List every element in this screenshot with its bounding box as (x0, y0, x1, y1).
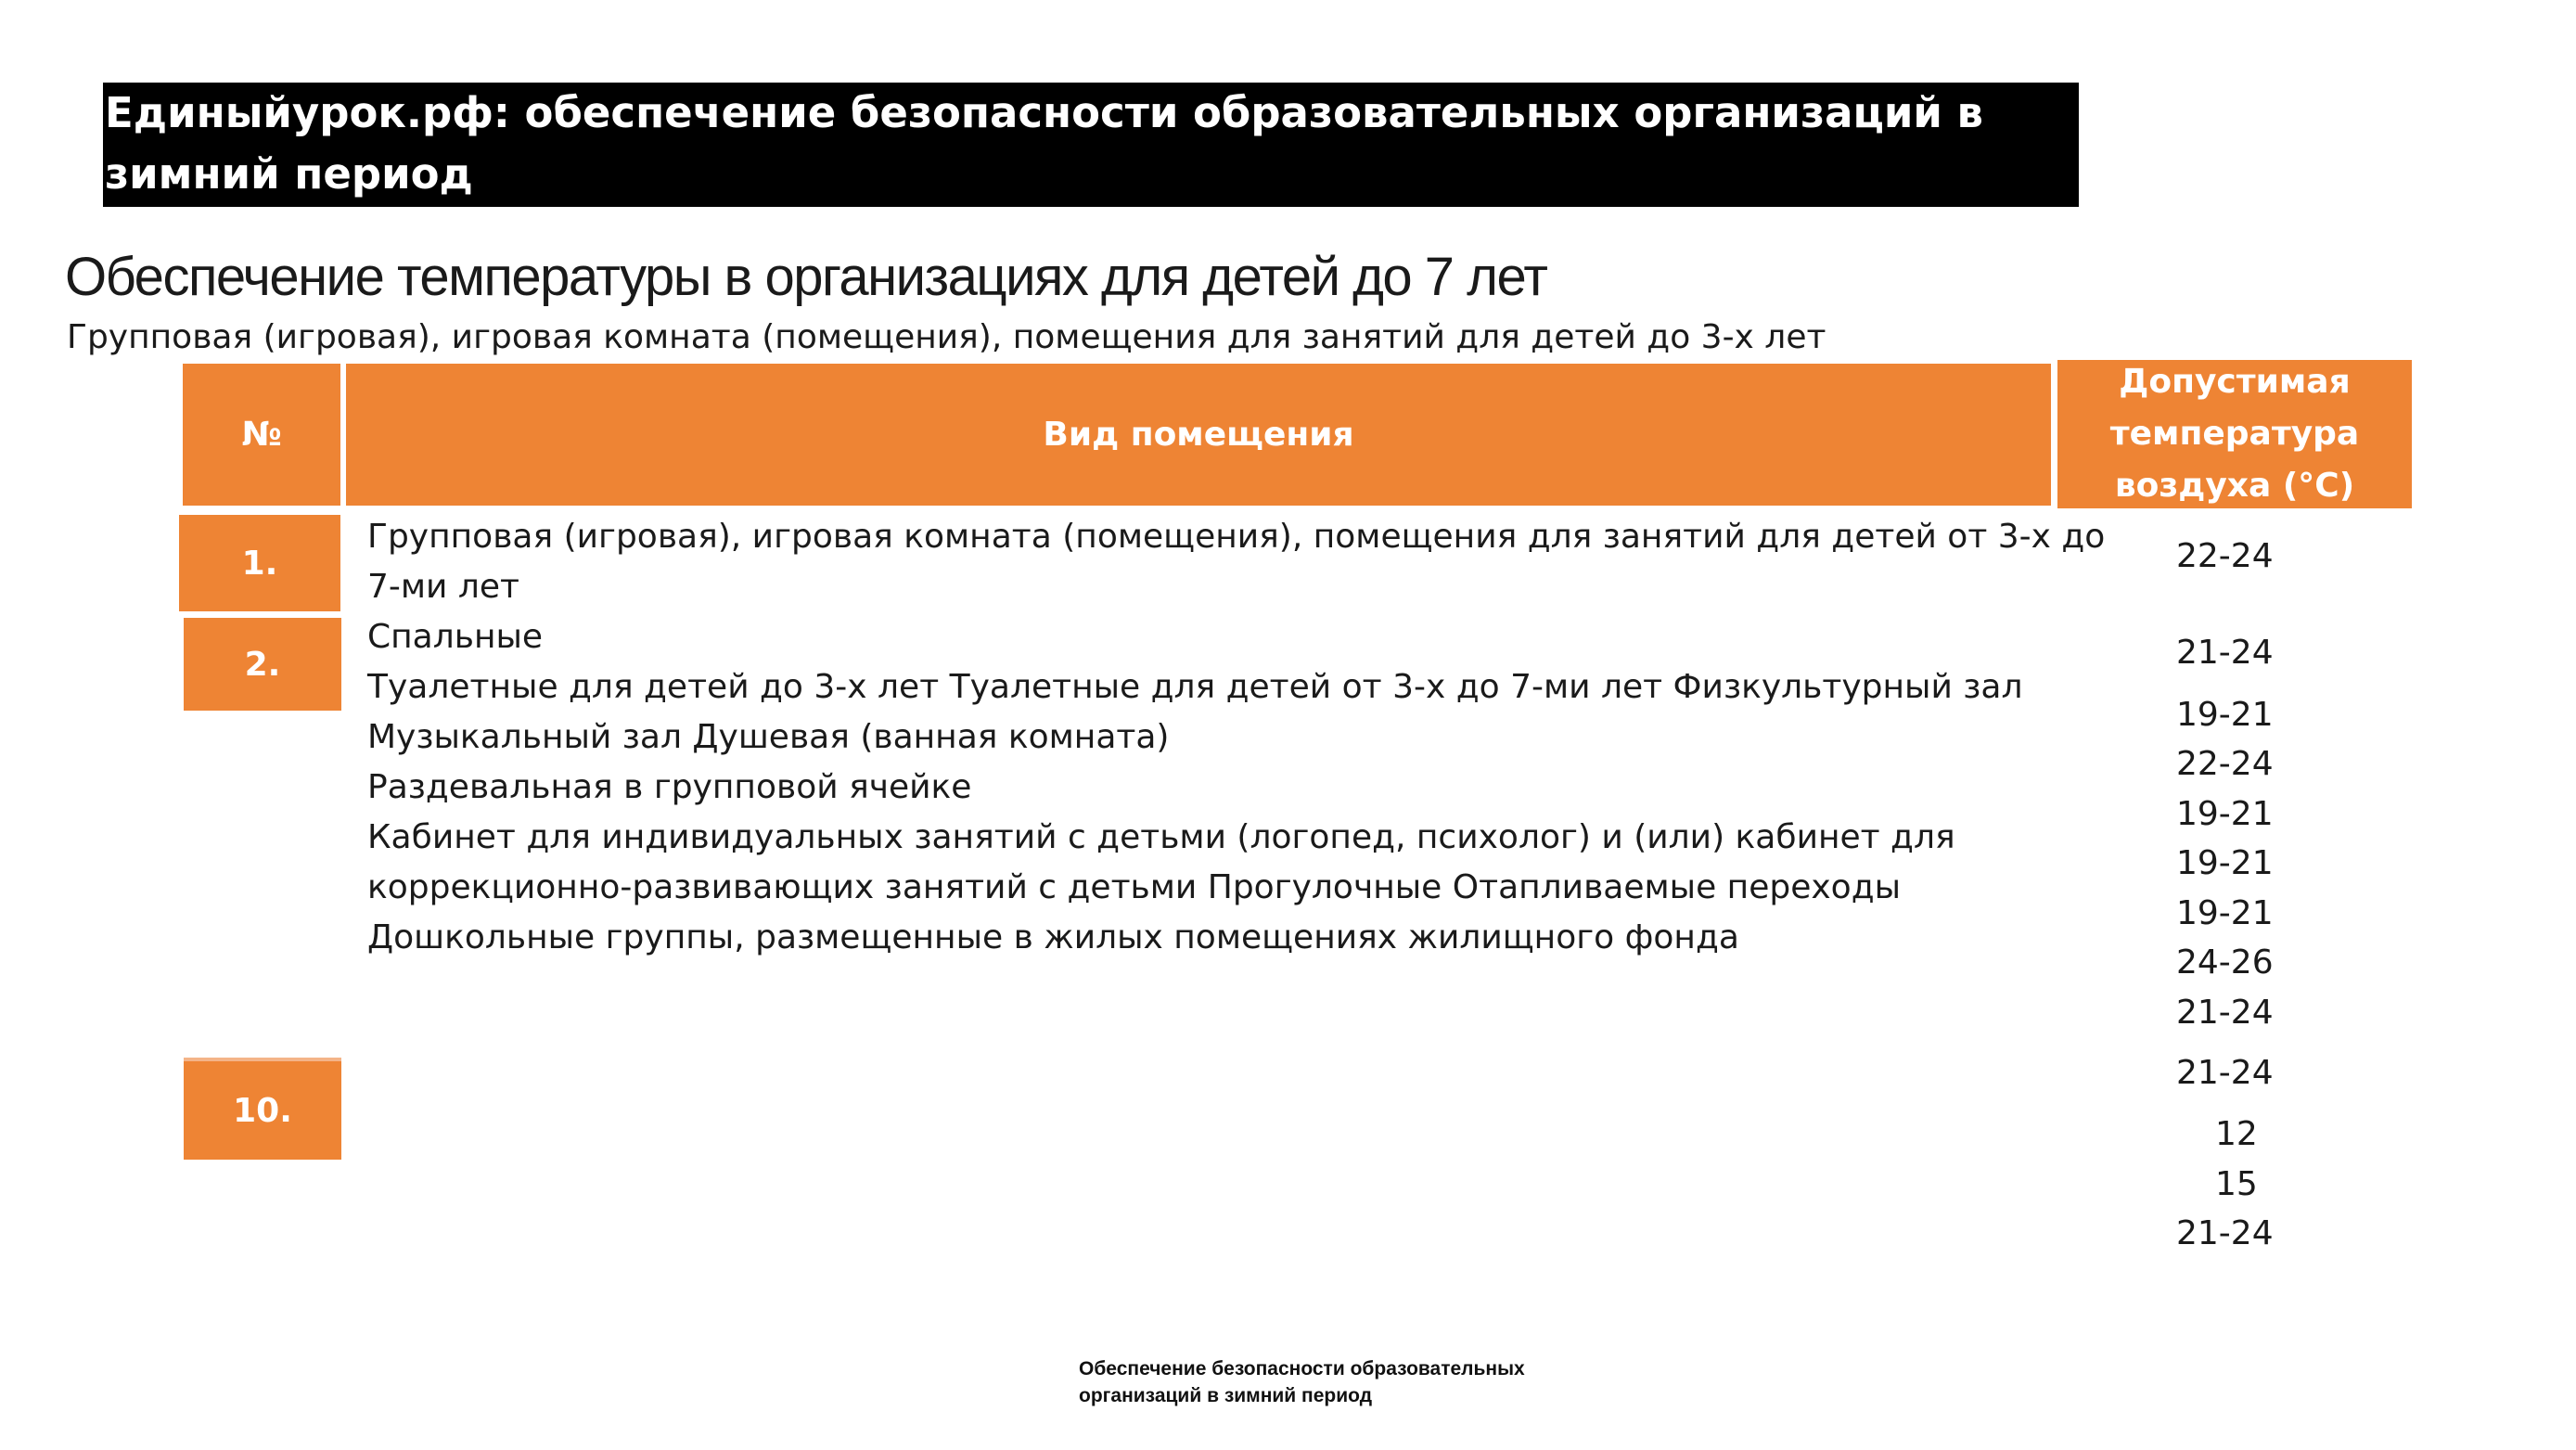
temperature-value: 15 (2215, 1165, 2258, 1203)
temperature-value: 21-24 (2176, 1214, 2274, 1252)
room-line: Музыкальный зал Душевая (ванная комната) (367, 718, 1170, 756)
room-types-list (367, 512, 2106, 963)
footer-line-1: Обеспечение безопасности образовательных (1079, 1358, 1525, 1379)
header-temperature (2057, 360, 2412, 508)
temperature-value: 19-21 (2176, 844, 2274, 882)
page-title: Обеспечение температуры в организациях для детей до 7 лет (65, 247, 1547, 307)
temperature-value: 19-21 (2176, 894, 2274, 932)
temperature-value: 21-24 (2176, 994, 2274, 1032)
room-line: Спальные (367, 618, 544, 656)
page-banner (103, 83, 2079, 207)
room-line: Туалетные для детей до 3-х лет Туалетные для детей от 3-х до 7-ми лет Физкультурный зал (367, 668, 2023, 706)
room-line: Дошкольные группы, размещенные в жилых помещениях жилищного фонда (367, 918, 1739, 956)
room-line: Кабинет для индивидуальных занятий с детьми (логопед, психолог) и (или) кабинет для (367, 818, 1955, 856)
temperature-value: 22-24 (2176, 745, 2274, 783)
room-line: Раздевальная в групповой ячейке (367, 768, 972, 806)
temperature-value: 12 (2215, 1115, 2258, 1153)
header-temperature-label: Допустимая температура воздуха (°С) (2109, 363, 2360, 505)
page-footer (1079, 1355, 1561, 1409)
header-room-type: Вид помещения (346, 364, 2051, 506)
footer-line-2: организаций в зимний период (1079, 1385, 1373, 1406)
page-subtitle: Групповая (игровая), игровая комната (помещения), помещения для занятий для детей до 3-х лет (67, 318, 1826, 356)
row-number-2: 2. (184, 618, 341, 711)
temperature-value: 24-26 (2176, 943, 2274, 982)
temperature-value: 22-24 (2176, 537, 2274, 575)
room-line: коррекционно-развивающих занятий с детьми Прогулочные Отапливаемые переходы (367, 868, 1902, 906)
header-number: № (183, 364, 340, 506)
banner-text: Единыйурок.рф: обеспечение безопасности образовательных организаций в зимний период (105, 88, 1984, 199)
temperature-value: 21-24 (2176, 634, 2274, 672)
room-line: 7-ми лет (367, 568, 520, 606)
temperature-value: 19-21 (2176, 696, 2274, 734)
row-number-10: 10. (184, 1058, 341, 1160)
room-line: Групповая (игровая), игровая комната (помещения), помещения для занятий для детей от 3-х до (367, 518, 2106, 556)
row-number-1: 1. (179, 515, 340, 611)
temperature-value: 19-21 (2176, 795, 2274, 833)
temperature-value: 21-24 (2176, 1054, 2274, 1092)
